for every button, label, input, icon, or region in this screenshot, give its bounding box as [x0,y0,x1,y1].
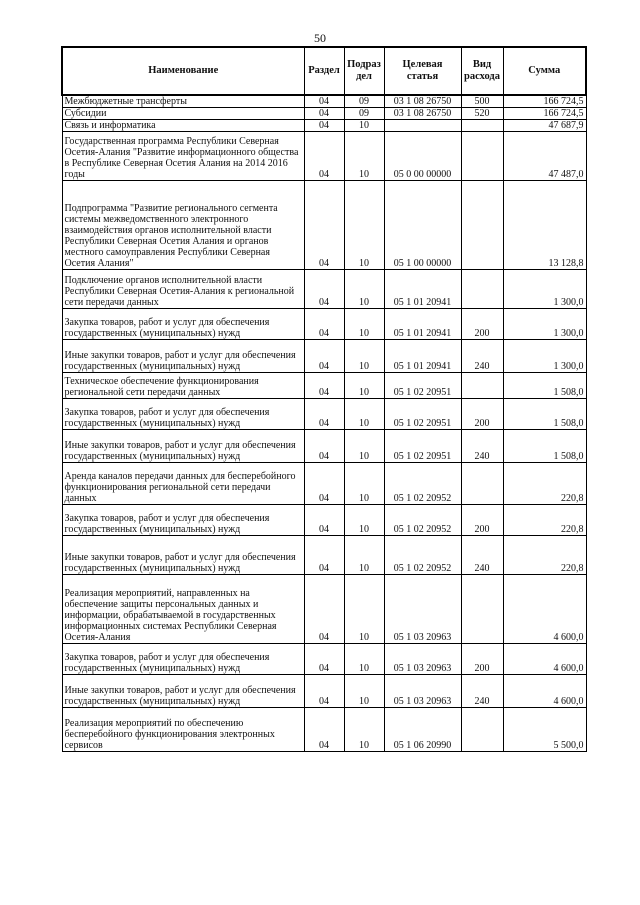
header-subsection: Подраз дел [344,47,384,95]
row-sum: 166 724,5 [503,108,586,120]
table-row [62,373,586,399]
row-subsection: 10 [344,463,384,505]
row-section: 04 [304,536,344,575]
row-expense-type [461,708,503,752]
row-expense-type: 240 [461,340,503,373]
table-row [62,644,586,675]
row-article [384,120,461,132]
row-expense-type: 520 [461,108,503,120]
row-section: 04 [304,120,344,132]
table-row [62,309,586,340]
row-name: Реализация мероприятий, направленных на обеспечение защиты персональных данных и информации, обрабатываемой в государственных информационных системах Республики Северная Осетия-Алания [62,575,304,644]
row-section: 04 [304,575,344,644]
header-sum: Сумма [503,47,586,95]
row-section: 04 [304,373,344,399]
row-article: 05 1 02 20951 [384,373,461,399]
row-expense-type: 240 [461,536,503,575]
row-name: Межбюджетные трансферты [62,95,304,108]
row-subsection: 10 [344,373,384,399]
row-article: 05 1 02 20951 [384,399,461,430]
row-sum: 4 600,0 [503,644,586,675]
row-name: Иные закупки товаров, работ и услуг для обеспечения государственных (муниципальных) нужд [62,430,304,463]
row-name: Закупка товаров, работ и услуг для обеспечения государственных (муниципальных) нужд [62,644,304,675]
table-row [62,505,586,536]
row-subsection: 10 [344,430,384,463]
row-section: 04 [304,430,344,463]
row-subsection: 10 [344,505,384,536]
header-article: Целевая статья [384,47,461,95]
row-article: 05 1 00 00000 [384,181,461,270]
row-sum: 5 500,0 [503,708,586,752]
row-name: Субсидии [62,108,304,120]
row-article: 03 1 08 26750 [384,95,461,108]
row-section: 04 [304,309,344,340]
row-expense-type: 500 [461,95,503,108]
row-sum: 47 487,0 [503,132,586,181]
header-expense-type: Вид расхода [461,47,503,95]
row-name: Закупка товаров, работ и услуг для обеспечения государственных (муниципальных) нужд [62,309,304,340]
row-sum: 1 508,0 [503,430,586,463]
row-sum: 220,8 [503,536,586,575]
row-subsection: 10 [344,536,384,575]
row-sum: 1 508,0 [503,399,586,430]
row-sum: 4 600,0 [503,575,586,644]
row-sum: 166 724,5 [503,95,586,108]
row-sum: 1 300,0 [503,270,586,309]
row-sum: 1 508,0 [503,373,586,399]
row-subsection: 10 [344,309,384,340]
row-expense-type [461,575,503,644]
row-article: 05 1 03 20963 [384,575,461,644]
row-name: Иные закупки товаров, работ и услуг для обеспечения государственных (муниципальных) нужд [62,536,304,575]
table-row [62,675,586,708]
table-row [62,430,586,463]
row-subsection: 10 [344,644,384,675]
table-row [62,181,586,270]
table-row [62,132,586,181]
row-section: 04 [304,95,344,108]
row-subsection: 10 [344,675,384,708]
row-sum: 220,8 [503,463,586,505]
row-article: 05 1 03 20963 [384,644,461,675]
row-section: 04 [304,675,344,708]
row-name: Техническое обеспечение функционирования региональной сети передачи данных [62,373,304,399]
row-expense-type [461,181,503,270]
row-expense-type: 200 [461,505,503,536]
table-row [62,95,586,108]
row-name: Связь и информатика [62,120,304,132]
row-section: 04 [304,132,344,181]
row-article: 05 1 02 20952 [384,505,461,536]
row-expense-type [461,120,503,132]
row-article: 05 1 02 20952 [384,536,461,575]
row-name: Подключение органов исполнительной власти Республики Северная Осетия-Алания к региональной сети передачи данных [62,270,304,309]
row-article: 05 1 02 20951 [384,430,461,463]
row-subsection: 10 [344,120,384,132]
row-section: 04 [304,463,344,505]
row-subsection: 10 [344,399,384,430]
row-article: 05 1 03 20963 [384,675,461,708]
table-row [62,536,586,575]
row-expense-type: 200 [461,399,503,430]
row-sum: 1 300,0 [503,309,586,340]
row-subsection: 10 [344,708,384,752]
row-name: Иные закупки товаров, работ и услуг для обеспечения государственных (муниципальных) нужд [62,675,304,708]
budget-table [61,46,587,752]
row-article: 05 0 00 00000 [384,132,461,181]
row-section: 04 [304,340,344,373]
row-sum: 220,8 [503,505,586,536]
row-subsection: 10 [344,132,384,181]
header-section: Раздел [304,47,344,95]
table-row [62,463,586,505]
row-article: 03 1 08 26750 [384,108,461,120]
row-expense-type: 200 [461,644,503,675]
row-section: 04 [304,270,344,309]
page-number: 50 [314,31,326,45]
row-expense-type: 240 [461,675,503,708]
table-header [62,47,586,95]
row-name: Закупка товаров, работ и услуг для обеспечения государственных (муниципальных) нужд [62,399,304,430]
row-subsection: 10 [344,575,384,644]
table-row [62,120,586,132]
row-section: 04 [304,505,344,536]
row-subsection: 10 [344,340,384,373]
table-row [62,399,586,430]
table-row [62,108,586,120]
table-row [62,575,586,644]
row-name: Закупка товаров, работ и услуг для обеспечения государственных (муниципальных) нужд [62,505,304,536]
row-article: 05 1 01 20941 [384,270,461,309]
row-name: Подпрограмма "Развитие регионального сегмента системы межведомственного электронного взаимодействия органов исполнительной власти Республики Северная Осетия Алания и органов местного самоуправления Республики Северная Осетия Алания" [62,181,304,270]
row-expense-type [461,463,503,505]
row-name: Аренда каналов передачи данных для бесперебойного функционирования региональной сети передачи данных [62,463,304,505]
table-row [62,708,586,752]
row-subsection: 09 [344,108,384,120]
row-expense-type: 200 [461,309,503,340]
row-expense-type [461,373,503,399]
row-name: Реализация мероприятий по обеспечению бесперебойного функционирования электронных сервисов [62,708,304,752]
table-row [62,270,586,309]
row-section: 04 [304,708,344,752]
row-section: 04 [304,399,344,430]
row-article: 05 1 06 20990 [384,708,461,752]
row-sum: 1 300,0 [503,340,586,373]
row-section: 04 [304,644,344,675]
row-subsection: 09 [344,95,384,108]
row-sum: 4 600,0 [503,675,586,708]
table-body [62,95,586,752]
table-row [62,340,586,373]
row-section: 04 [304,181,344,270]
row-expense-type [461,132,503,181]
row-expense-type [461,270,503,309]
row-subsection: 10 [344,181,384,270]
row-article: 05 1 01 20941 [384,340,461,373]
header-name: Наименование [62,47,304,95]
row-sum: 13 128,8 [503,181,586,270]
row-sum: 47 687,9 [503,120,586,132]
row-section: 04 [304,108,344,120]
row-article: 05 1 02 20952 [384,463,461,505]
row-name: Государственная программа Республики Северная Осетия-Алания "Развитие информационного общества в Республике Северная Осетия Алания на 2014 2016 годы [62,132,304,181]
row-name: Иные закупки товаров, работ и услуг для обеспечения государственных (муниципальных) нужд [62,340,304,373]
row-article: 05 1 01 20941 [384,309,461,340]
row-expense-type: 240 [461,430,503,463]
row-subsection: 10 [344,270,384,309]
